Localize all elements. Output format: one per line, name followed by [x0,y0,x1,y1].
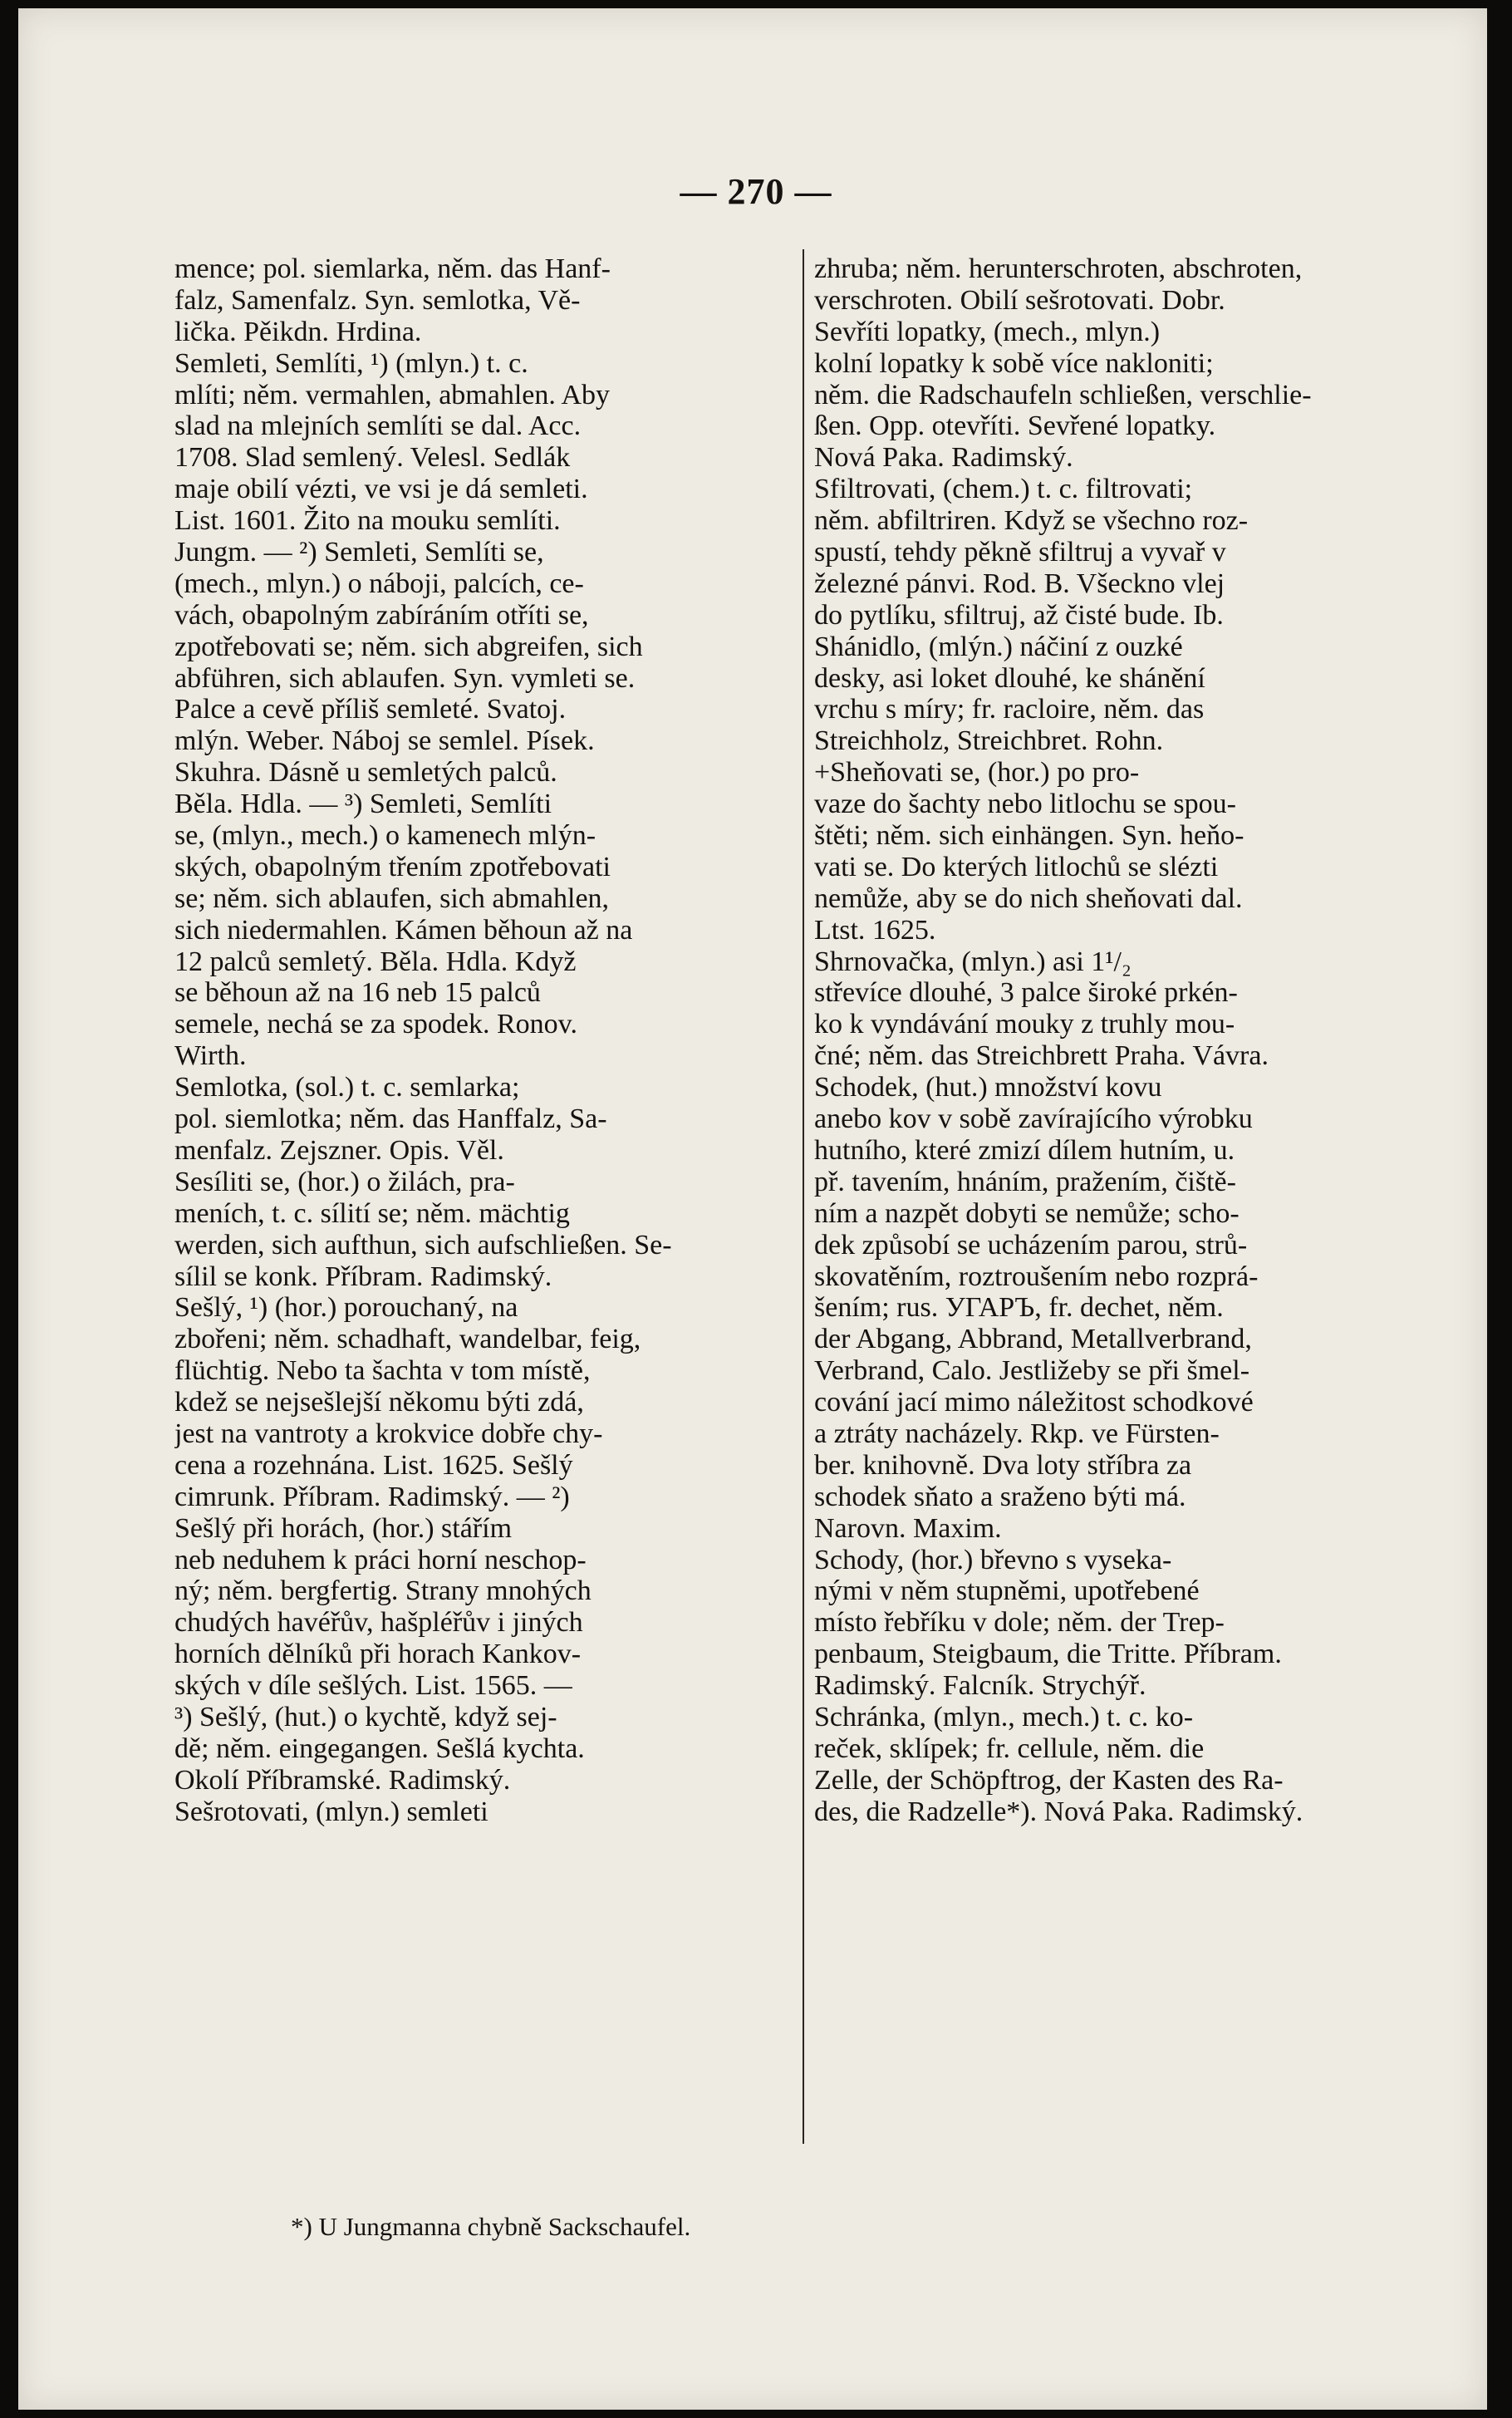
text-line: Skuhra. Dásně u semletých palců. [174,757,557,789]
text-line: cena a rozehnána. List. 1625. Sešlý [174,1449,573,1481]
text-line: semele, nechá se za spodek. Ronov. [174,1009,577,1040]
text-line: Nová Paka. Radimský. [814,442,1073,474]
text-line: ³) Sešlý, (hut.) o kychtě, když sej- [174,1701,557,1732]
text-line: př. tavením, hnáním, pražením, čiště- [814,1166,1236,1197]
right-column [814,253,1400,2144]
text-line: nými v něm stupněmi, upotřebené [814,1575,1200,1607]
text-line: menfalz. Zejszner. Opis. Věl. [174,1134,504,1166]
text-line: mence; pol. siemlarka, něm. das Hanf- [174,253,611,284]
text-line: vati se. Do kterých litlochů se slézti [814,851,1219,882]
text-line: desky, asi loket dlouhé, ke shánění [814,662,1205,694]
text-line: Jungm. — ²) Semleti, Semlíti se, [174,537,544,568]
text-line: ských, obapolným třením zpotřebovati [174,851,611,882]
text-line: ný; něm. bergfertig. Strany mnohých [174,1575,592,1607]
text-line: mlíti; něm. vermahlen, abmahlen. Aby [174,379,611,410]
text-line: des, die Radzelle*). Nová Paka. Radimský. [814,1796,1303,1827]
text-line: dek způsobí se ucházením parou, strů- [814,1229,1248,1261]
text-line: Sevříti lopatky, (mech., mlyn.) [814,316,1161,347]
text-line: hutního, které zmizí dílem hutním, u. [814,1134,1235,1166]
text-line: 1708. Slad semlený. Velesl. Sedlák [174,442,571,474]
text-line: se běhoun až na 16 neb 15 palců [174,977,541,1009]
text-line: zpotřebovati se; něm. sich abgreifen, sich [174,631,643,662]
text-line: se; něm. sich ablaufen, sich abmahlen, [174,882,610,914]
text-line: 12 palců semletý. Běla. Hdla. Když [174,946,577,977]
text-line: Schránka, (mlyn., mech.) t. c. ko- [814,1701,1194,1732]
text-line: anebo kov v sobě zavírajícího výrobku [814,1103,1253,1135]
text-line: sílil se konk. Příbram. Radimský. [174,1261,552,1292]
text-line: Shrnovačka, (mlyn.) asi 1¹/₂ [814,946,1132,977]
text-line: jest na vantroty a krokvice dobře chy- [174,1418,603,1449]
text-line: dě; něm. eingegangen. Sešlá kychta. [174,1732,585,1764]
text-line: slad na mlejních semlíti se dal. Acc. [174,410,582,442]
text-line: Běla. Hdla. — ³) Semleti, Semlíti [174,789,552,820]
text-line: vaze do šachty nebo litlochu se spou- [814,789,1236,820]
text-line: ber. knihovně. Dva loty stříbra za [814,1449,1192,1481]
text-line: šením; rus. УГАРЪ, fr. dechet, něm. [814,1292,1224,1324]
text-line: místo řebříku v dole; něm. der Trep- [814,1607,1225,1639]
text-line: (mech., mlyn.) o náboji, palcích, ce- [174,568,584,599]
left-column [174,253,793,2144]
footnote: *) U Jungmanna chybně Sackschaufel. [291,2212,691,2241]
text-line: do pytlíku, sfiltruj, až čisté bude. Ib. [814,599,1224,631]
text-line: abführen, sich ablaufen. Syn. vymleti se. [174,662,636,694]
text-line: čné; něm. das Streichbrett Praha. Vávra. [814,1040,1269,1072]
text-line: ßen. Opp. otevříti. Sevřené lopatky. [814,410,1216,442]
text-line: zhruba; něm. herunterschroten, abschroten, [814,253,1303,284]
text-line: chudých havéřův, hašpléřův i jiných [174,1607,583,1639]
text-line: něm. die Radschaufeln schließen, verschlie- [814,379,1312,410]
text-line: Semleti, Semlíti, ¹) (mlyn.) t. c. [174,347,528,379]
text-line: neb neduhem k práci horní neschop- [174,1544,587,1575]
text-line: verschroten. Obilí sešrotovati. Dobr. [814,284,1225,316]
text-line: Sešlý při horách, (hor.) stářím [174,1512,513,1544]
text-line: Semlotka, (sol.) t. c. semlarka; [174,1072,520,1103]
text-line: Zelle, der Schöpftrog, der Kasten des Ra- [814,1764,1284,1796]
text-line: se, (mlyn., mech.) o kamenech mlýn- [174,820,596,852]
text-line: Sešlý, ¹) (hor.) porouchaný, na [174,1292,518,1324]
text-line: skovatěním, roztroušením nebo rozprá- [814,1261,1259,1292]
text-line: reček, sklípek; fr. cellule, něm. die [814,1732,1205,1764]
text-line: werden, sich aufthun, sich aufschließen. Se- [174,1229,672,1261]
text-line: Palce a cevě příliš semleté. Svatoj. [174,694,567,725]
text-line: Schodek, (hut.) množství kovu [814,1072,1162,1103]
text-line: ských v díle sešlých. List. 1565. — [174,1670,572,1702]
text-line: Sfiltrovati, (chem.) t. c. filtrovati; [814,474,1193,505]
text-line: Schody, (hor.) břevno s vyseka- [814,1544,1172,1575]
text-line: schodek sňato a sraženo býti má. [814,1481,1186,1512]
text-line: horních dělníků při horach Kankov- [174,1639,582,1670]
text-line: lička. Pěikdn. Hrdina. [174,316,422,347]
text-line: nemůže, aby se do nich sheňovati dal. [814,882,1243,914]
text-line: meních, t. c. sílití se; něm. mächtig [174,1197,570,1229]
text-line: Radimský. Falcník. Strychýř. [814,1670,1146,1702]
text-line: maje obilí vézti, ve vsi je dá semleti. [174,474,588,505]
text-line: štěti; něm. sich einhängen. Syn. heňo- [814,820,1244,852]
text-line: falz, Samenfalz. Syn. semlotka, Vě- [174,284,581,316]
text-line: Streichholz, Streichbret. Rohn. [814,725,1164,757]
text-line: vách, obapolným zabíráním otříti se, [174,599,589,631]
text-line: ním a nazpět dobyti se nemůže; scho- [814,1197,1240,1229]
text-line: něm. abfiltriren. Když se všechno roz- [814,505,1249,537]
text-line: zbořeni; něm. schadhaft, wandelbar, feig, [174,1324,641,1355]
text-line: a ztráty nacházely. Rkp. ve Fürsten- [814,1418,1220,1449]
text-line: mlýn. Weber. Náboj se semlel. Písek. [174,725,595,757]
text-line: kdež se nejsešlejší někomu býti zdá, [174,1387,584,1418]
text-line: vrchu s míry; fr. racloire, něm. das [814,694,1205,725]
text-line: Verbrand, Calo. Jestližeby se při šmel- [814,1355,1250,1387]
text-line: penbaum, Steigbaum, die Tritte. Příbram. [814,1639,1282,1670]
text-line: Ltst. 1625. [814,914,936,946]
text-line: Sesíliti se, (hor.) o žilách, pra- [174,1166,515,1197]
text-line: ko k vyndávání mouky z truhly mou- [814,1009,1235,1040]
text-line: kolní lopatky k sobě více nakloniti; [814,347,1214,379]
text-line: Wirth. [174,1040,247,1072]
text-line: pol. siemlotka; něm. das Hanffalz, Sa- [174,1103,607,1135]
text-line: +Sheňovati se, (hor.) po pro- [814,757,1140,789]
text-line: spustí, tehdy pěkně sfiltruj a vyvař v [814,537,1226,568]
text-line: střevíce dlouhé, 3 palce široké prkén- [814,977,1238,1009]
text-line: sich niedermahlen. Kámen běhoun až na [174,914,633,946]
text-line: Narovn. Maxim. [814,1512,1002,1544]
text-line: Sešrotovati, (mlyn.) semleti [174,1796,488,1827]
text-line: flüchtig. Nebo ta šachta v tom místě, [174,1355,591,1387]
column-divider [803,249,804,2144]
page-number: — 270 — [680,171,832,212]
text-line: List. 1601. Žito na mouku semlíti. [174,505,561,537]
text-line: der Abgang, Abbrand, Metallverbrand, [814,1324,1252,1355]
text-line: Okolí Příbramské. Radimský. [174,1764,511,1796]
text-line: cování jací mimo náležitost schodkové [814,1387,1254,1418]
text-line: železné pánvi. Rod. B. Všeckno vlej [814,568,1225,599]
text-line: Shánidlo, (mlýn.) náčiní z ouzké [814,631,1183,662]
text-line: cimrunk. Příbram. Radimský. — ²) [174,1481,570,1512]
